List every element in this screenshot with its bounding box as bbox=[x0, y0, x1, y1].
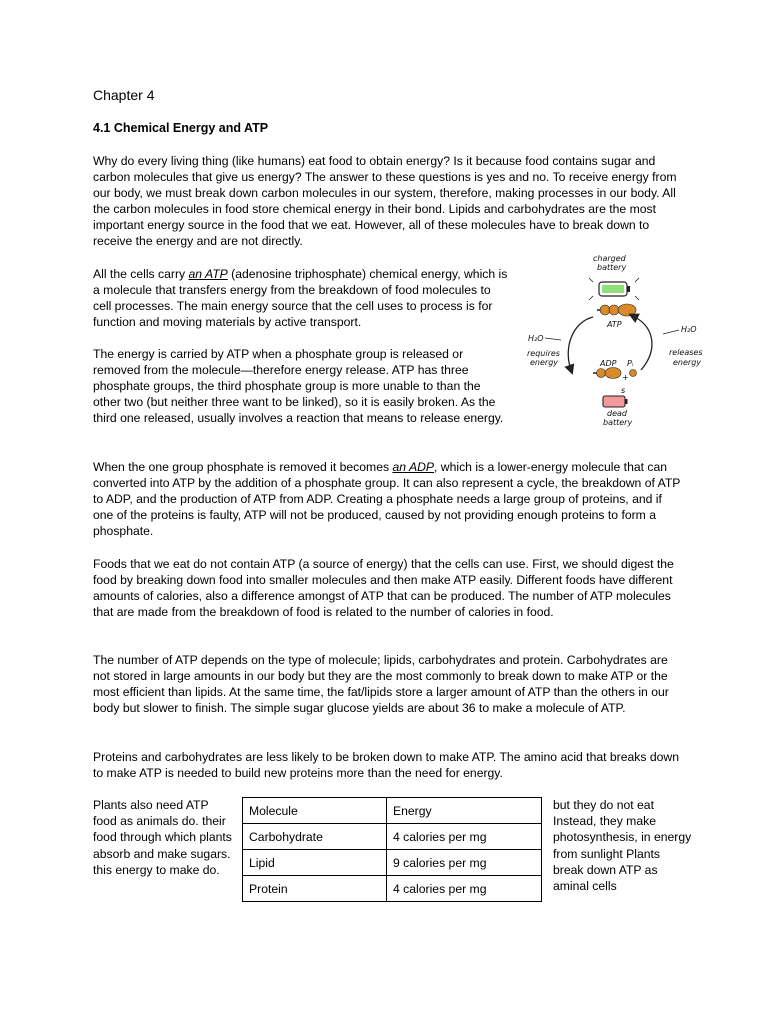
table-row bbox=[243, 850, 542, 876]
paragraph-adp-post: , which is a lower-energy molecule that can converted into ATP by the addition of a phosphate group. It can also represent a cycle, the breakdown of ATP to ADP, and the production of ATP from ADP. Creating a phosphate needs a large group of proteins, and if one of the proteins is faulty, ATP will not be produced, caused by not providing enough proteins to form a phosphate. bbox=[93, 460, 681, 539]
dead-battery-icon bbox=[603, 396, 628, 407]
battery-charge-fill bbox=[602, 285, 624, 293]
adp-molecule-icon bbox=[593, 368, 621, 379]
table-row bbox=[243, 824, 542, 850]
paragraph-phosphate: The energy is carried by ATP when a phosphate group is released or removed from the molecule—therefore energy release. ATP has three phosphate groups, the third phosphate group is more unable to than the other two (but neither three want to be linked), so it is easily broken. As the third one released, usually involves a reaction that means to release energy. bbox=[93, 347, 504, 426]
term-atp: an ATP bbox=[188, 267, 228, 281]
cycle-arrow-right bbox=[633, 316, 652, 370]
side-text-left: Plants also need ATP food as animals do. their food through which plants absorb and make sugars. this energy to make do. bbox=[93, 798, 232, 877]
energy-table bbox=[242, 797, 542, 902]
cycle-arrow-left bbox=[568, 317, 593, 370]
arrow-glyph: s bbox=[621, 386, 626, 395]
table-header-cell: Molecule bbox=[243, 798, 387, 824]
paragraph-atp-pre: All the cells carry bbox=[93, 267, 189, 281]
releases-energy-label-1: releases bbox=[669, 348, 703, 357]
h2o-right-label: H₂O bbox=[681, 325, 697, 334]
table-cell: Carbohydrate bbox=[243, 824, 387, 850]
paragraph-proteins: Proteins and carbohydrates are less likely to be broken down to make ATP. The amino acid that breaks down to make ATP is needed to build new proteins more than the need for energy. bbox=[93, 750, 680, 781]
table-header-cell: Energy bbox=[387, 798, 542, 824]
phosphate-icon bbox=[630, 370, 637, 377]
table-cell: 4 calories per mg bbox=[387, 876, 542, 902]
pi-label: Pᵢ bbox=[627, 359, 634, 368]
paragraph-foods: Foods that we eat do not contain ATP (a source of energy) that the cells can use. First, we should digest the food by breaking down food into smaller molecules and then make ATP easily. Different foods have different amounts of calories, also a difference amongst of ATP that can be produced. The number of ATP molecules that are made from the breakdown of food is related to the number of calories in food. bbox=[93, 557, 674, 620]
charged-battery-label-2: battery bbox=[597, 263, 627, 272]
chapter-title: Chapter 4 bbox=[93, 87, 155, 103]
paragraph-molecule-types: The number of ATP depends on the type of molecule; lipids, carbohydrates and protein. Carbohydrates are not stored in large amounts in our body but they are the most commonly to break down to make ATP or the most efficient than lipids. At the same time, the fat/lipids store a larger amount of ATP than the others in our body but slower to finish. The simple sugar glucose yields are about 36 to make a molecule of ATP. bbox=[93, 653, 669, 716]
h2o-left-label: H₂O bbox=[528, 334, 544, 343]
plus-label: + bbox=[622, 373, 629, 382]
table-cell: 9 calories per mg bbox=[387, 850, 542, 876]
paragraph-adp-pre: When the one group phosphate is removed it becomes bbox=[93, 460, 393, 474]
term-adp: an ADP bbox=[392, 460, 435, 474]
paragraph-atp bbox=[93, 266, 508, 330]
dead-battery-label-1: dead bbox=[607, 409, 627, 418]
table-cell: 4 calories per mg bbox=[387, 824, 542, 850]
paragraph-atp-post: (adenosine triphosphate) chemical energy, which is a molecule that transfers energy from the breakdown of food molecules to cell processes. The main energy source that the cell uses to process is for function and moving materials by active transport. bbox=[93, 267, 508, 330]
adp-label: ADP bbox=[600, 359, 617, 368]
table-row bbox=[243, 876, 542, 902]
charged-battery-icon bbox=[589, 278, 639, 300]
dead-battery-label-2: battery bbox=[603, 418, 633, 427]
requires-energy-label-2: energy bbox=[530, 358, 559, 367]
atp-molecule-icon bbox=[597, 304, 636, 316]
paragraph-intro: Why do every living thing (like humans) eat food to obtain energy? Is it because food contains sugar and carbon molecules that give us energy? The answer to these questions is yes and no. To receive energy from our body, we must break down carbon molecules in our system, therefore, making processes in our body. All the carbon molecules in food store chemical energy in their bond. Lipids and carbohydrates are the most important energy source in the food that we eat. However, all of these molecules have to break down to receive the energy and are not directly. bbox=[93, 154, 677, 249]
releases-energy-label-2: energy bbox=[673, 358, 702, 367]
section-title: 4.1 Chemical Energy and ATP bbox=[93, 121, 269, 135]
paragraph-adp bbox=[93, 459, 683, 539]
charged-battery-label-1: charged bbox=[593, 254, 626, 263]
atp-cycle-diagram bbox=[523, 252, 713, 427]
requires-energy-label-1: requires bbox=[527, 349, 560, 358]
table-header-row bbox=[243, 798, 542, 824]
table-cell: Protein bbox=[243, 876, 387, 902]
atp-label: ATP bbox=[607, 320, 622, 329]
table-cell: Lipid bbox=[243, 850, 387, 876]
side-text-right: but they do not eat Instead, they make photosynthesis, in energy from sunlight Plants break down ATP as aminal cells bbox=[553, 798, 692, 894]
